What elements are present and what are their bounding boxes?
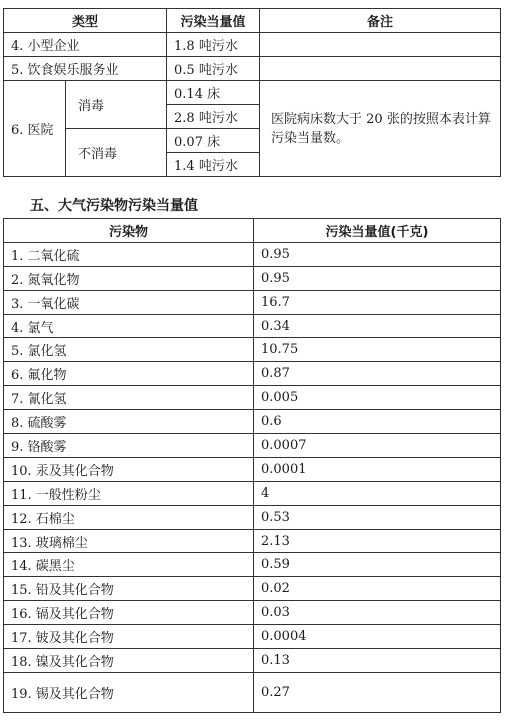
table-row [4, 362, 501, 386]
table-row [4, 266, 501, 290]
type-cell: 5. 饮食娱乐服务业 [4, 57, 167, 81]
pollutant-name: 8. 硫酸雾 [4, 410, 254, 434]
pollutant-name: 1. 二氧化硫 [4, 242, 254, 266]
table-row [4, 625, 501, 649]
pollutant-name: 11. 一般性粉尘 [4, 481, 254, 505]
pollutant-name: 7. 氰化氢 [4, 386, 254, 410]
value-cell: 0.07 床 [167, 129, 260, 153]
pollutant-value: 0.53 [254, 505, 501, 529]
table-row [4, 314, 501, 338]
pollutant-value: 0.0004 [254, 625, 501, 649]
pollutant-name: 5. 氯化氢 [4, 338, 254, 362]
table-row [4, 505, 501, 529]
pollutant-value: 0.02 [254, 577, 501, 601]
pollutant-value: 0.95 [254, 266, 501, 290]
air-pollutant-table [3, 218, 501, 713]
pollutant-value: 0.34 [254, 314, 501, 338]
note-cell [260, 33, 501, 57]
table-row [4, 81, 501, 105]
table-row [4, 242, 501, 266]
no-disinfect-label: 不消毒 [66, 129, 167, 177]
pollutant-name: 9. 铬酸雾 [4, 434, 254, 458]
header-pollutant: 污染物 [4, 219, 254, 243]
pollutant-value: 0.0001 [254, 457, 501, 481]
hospital-label: 6. 医院 [4, 81, 66, 177]
pollutant-value: 4 [254, 481, 501, 505]
pollutant-value: 10.75 [254, 338, 501, 362]
hospital-note: 医院病床数大于 20 张的按照本表计算污染当量数。 [260, 81, 501, 177]
pollutant-value: 0.59 [254, 553, 501, 577]
pollutant-name: 17. 铍及其化合物 [4, 625, 254, 649]
pollutant-name: 13. 玻璃棉尘 [4, 529, 254, 553]
pollutant-name: 6. 氟化物 [4, 362, 254, 386]
table-row [4, 457, 501, 481]
table-row [4, 481, 501, 505]
note-cell [260, 57, 501, 81]
pollutant-name: 12. 石棉尘 [4, 505, 254, 529]
pollutant-value: 0.95 [254, 242, 501, 266]
pollutant-name: 3. 一氧化碳 [4, 290, 254, 314]
value-cell: 0.14 床 [167, 81, 260, 105]
pollutant-value: 0.03 [254, 601, 501, 625]
table-row [4, 553, 501, 577]
table-row [4, 577, 501, 601]
header-equivalent: 污染当量值 [167, 9, 260, 33]
value-cell: 1.4 吨污水 [167, 153, 260, 177]
table-row [4, 338, 501, 362]
type-cell: 4. 小型企业 [4, 33, 167, 57]
pollutant-value: 0.27 [254, 672, 501, 712]
value-cell: 1.8 吨污水 [167, 33, 260, 57]
pollutant-name: 10. 汞及其化合物 [4, 457, 254, 481]
table-header-row [4, 219, 501, 243]
pollutant-value: 2.13 [254, 529, 501, 553]
header-note: 备注 [260, 9, 501, 33]
pollutant-value: 0.87 [254, 362, 501, 386]
header-type: 类型 [4, 9, 167, 33]
table-row [4, 649, 501, 673]
pollutant-value: 0.13 [254, 649, 501, 673]
pollutant-name: 14. 碳黑尘 [4, 553, 254, 577]
pollutant-name: 2. 氮氧化物 [4, 266, 254, 290]
water-pollutant-table [3, 8, 501, 177]
table-row [4, 386, 501, 410]
pollutant-value: 0.005 [254, 386, 501, 410]
table-row [4, 290, 501, 314]
value-cell: 0.5 吨污水 [167, 57, 260, 81]
table-row [4, 434, 501, 458]
pollutant-name: 16. 镉及其化合物 [4, 601, 254, 625]
pollutant-value: 16.7 [254, 290, 501, 314]
section-title: 五、大气污染物污染当量值 [30, 198, 198, 214]
pollutant-name: 19. 锡及其化合物 [4, 672, 254, 712]
table-row [4, 601, 501, 625]
pollutant-name: 4. 氯气 [4, 314, 254, 338]
table-row [4, 410, 501, 434]
header-equivalent-kg: 污染当量值(千克) [254, 219, 501, 243]
table-row [4, 529, 501, 553]
table-header-row [4, 9, 501, 33]
value-cell: 2.8 吨污水 [167, 105, 260, 129]
air-pollutant-rows [4, 242, 501, 712]
pollutant-name: 18. 镍及其化合物 [4, 649, 254, 673]
disinfect-label: 消毒 [66, 81, 167, 129]
table-row [4, 672, 501, 712]
table-row [4, 33, 501, 57]
pollutant-name: 15. 铅及其化合物 [4, 577, 254, 601]
pollutant-value: 0.6 [254, 410, 501, 434]
pollutant-value: 0.0007 [254, 434, 501, 458]
table-row [4, 57, 501, 81]
